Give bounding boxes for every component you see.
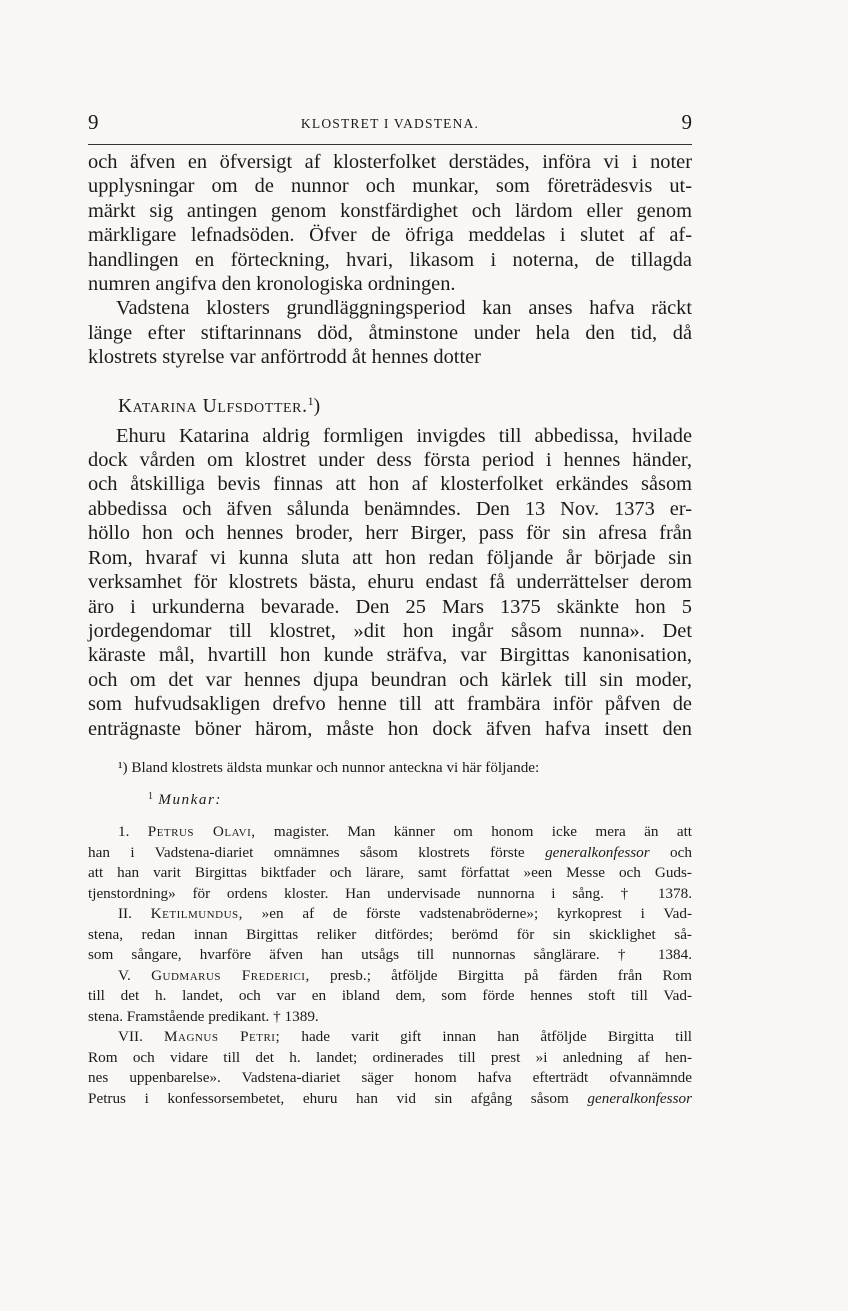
page-number-left: 9 xyxy=(88,110,99,134)
text-line: märkt sig antingen genom konstfärdighet och lärdom eller genom xyxy=(88,199,692,222)
text-line: Ehuru Katarina aldrig formligen invigdes till abbedissa, hvilade xyxy=(116,424,692,447)
text-line: numren angifva den kronologiska ordningen. xyxy=(88,273,456,296)
footnote-line xyxy=(88,1089,692,1110)
entry-number: V. xyxy=(118,966,131,984)
text-line: abbedissa och äfven sålunda benämndes. Den 13 Nov. 1373 er- xyxy=(88,497,692,520)
footnote-mark: 1 xyxy=(307,393,314,408)
entry-number: VII. xyxy=(118,1028,143,1045)
footnote-line xyxy=(88,904,692,925)
text-line: klostrets styrelse var anförtrodd åt hennes dotter xyxy=(88,346,481,369)
entry-text: presb.; åtföljde Birgitta på färden från Rom xyxy=(309,966,692,984)
entry-text: hade varit gift innan han åtföljde Birgitta till xyxy=(280,1028,693,1045)
running-title: KLOSTRET I VADSTENA. xyxy=(300,116,480,131)
entry-number: II. xyxy=(118,905,132,922)
entry-italic: generalkonfessor xyxy=(545,843,650,861)
footnote-intro: ¹) Bland klostrets äldsta munkar och nunnor anteckna vi här följande: xyxy=(118,759,540,776)
footnote-line: nes uppenbarelse». Vadstena-diariet säger honom hafva efterträdt ofvannämnde xyxy=(88,1069,692,1086)
footnote-line: stena, redan innan Birgittas reliker ditfördes; berömd för sin skicklighet så- xyxy=(88,925,692,943)
text-line: verksamhet för klostrets bästa, ehuru endast få underrättelser derom xyxy=(88,571,692,594)
text-line: dock vården om klostret under dess första period i hennes händer, xyxy=(88,449,692,472)
text-line: länge efter stiftarinnans död, åtminstone under hela den tid, då xyxy=(88,321,692,344)
heading-name: Katarina Ulfsdotter. xyxy=(118,395,308,417)
footnote-line: tjenstordning» för ordens kloster. Han undervisade nunnorna i sång. † 1378. xyxy=(88,884,692,902)
entry-number: 1. xyxy=(118,823,130,840)
footnote-entry-3 xyxy=(88,966,692,1028)
footnote-line: stena. Framstående predikant. † 1389. xyxy=(88,1007,319,1025)
footnote-mark-close: ) xyxy=(313,395,321,417)
footnote-subheading xyxy=(88,787,692,811)
header-rule xyxy=(88,144,692,145)
text-line: och om det var hennes djupa beundran och kärlek till sin moder, xyxy=(88,668,692,691)
footnote-line xyxy=(88,966,692,987)
page-number-right: 9 xyxy=(681,110,692,134)
footnote-entry-2 xyxy=(88,904,692,966)
entry-text: magister. Man känner om honom icke mera än att xyxy=(255,823,693,840)
footnote-entry-4 xyxy=(88,1027,692,1109)
entry-name: Magnus Petri; xyxy=(164,1028,281,1045)
paragraph-1 xyxy=(88,150,692,296)
footnote-line xyxy=(88,1027,692,1048)
entry-text: Petrus i konfessorsembetet, ehuru han vid sin afgång såsom xyxy=(88,1089,588,1107)
page-header xyxy=(88,110,692,140)
entry-text: »en af de förste vadstenabröderne»; kyrkoprest i Vad- xyxy=(242,905,693,922)
subheading-text: Munkar: xyxy=(158,790,222,808)
text-line: och åtskilliga bevis finnas att hon af klosterfolket erkändes såsom xyxy=(88,473,692,496)
text-line: Rom, hvaraf vi kunna sluta att hon redan följande år började sin xyxy=(88,546,692,569)
text-line: äro i urkunderna bevarade. Den 25 Mars 1375 skänkte hon 5 xyxy=(88,595,692,618)
text-line: och äfven en öfversigt af klosterfolket derstädes, införa vi i noter xyxy=(88,151,692,173)
footnote-line xyxy=(88,822,692,843)
entry-name: Ketilmundus, xyxy=(150,905,243,922)
text-line: upplysningar om de nunnor och munkar, som företrädesvis ut- xyxy=(88,175,692,198)
text-line: handlingen en förteckning, hvari, likasom i noterna, de tillagda xyxy=(88,248,692,271)
footnote-line: som sångare, hvarföre äfven han utsågs till nunnornas sånglärare. † 1384. xyxy=(88,946,692,963)
section-heading xyxy=(88,388,692,420)
footnote-line: att han varit Birgittas biktfader och lärare, samt författat »een Messe och Guds- xyxy=(88,864,692,881)
entry-name: Gudmarus Frederici, xyxy=(151,966,310,984)
entry-text: han i Vadstena-diariet omnämnes såsom klostrets förste xyxy=(88,843,546,861)
entry-name: Petrus Olavi, xyxy=(147,823,256,840)
footnote-line: Rom och vidare till det h. landet; ordinerades till prest »i anledning af hen- xyxy=(88,1048,692,1066)
paragraph-3 xyxy=(88,424,692,741)
footnote-line: till det h. landet, och var en ibland dem, som förde hennes stoft till Vad- xyxy=(88,987,692,1004)
footnote-line xyxy=(88,843,692,864)
main-text xyxy=(88,150,692,741)
text-line: höllo hon och hennes broder, herr Birger, pass för sin afresa från xyxy=(88,522,692,545)
text-line: Vadstena klosters grundläggningsperiod kan anses hafva räckt xyxy=(116,297,692,320)
text-line: som hufvudsakligen drefvo henne till att frambära inför påfven de xyxy=(88,693,692,716)
text-line: käraste mål, hvartill hon kunde sträfva, var Birgittas kanonisation, xyxy=(88,644,692,667)
footnotes xyxy=(88,758,692,1109)
entry-italic: generalkonfessor xyxy=(587,1089,692,1107)
text-line: märkligare lefnadsöden. Öfver de öfriga meddelas i slutet af af- xyxy=(88,224,692,247)
footnote-entry-1 xyxy=(88,822,692,904)
paragraph-2 xyxy=(88,296,692,369)
text-line: enträgnaste böner härom, måste hon dock äfven hafva insett den xyxy=(88,717,692,740)
subheading-mark: 1 xyxy=(148,790,153,802)
text-line: jordegendomar till klostret, »dit hon ingår såsom nunna». Det xyxy=(88,619,692,642)
entry-text: och xyxy=(649,843,692,861)
